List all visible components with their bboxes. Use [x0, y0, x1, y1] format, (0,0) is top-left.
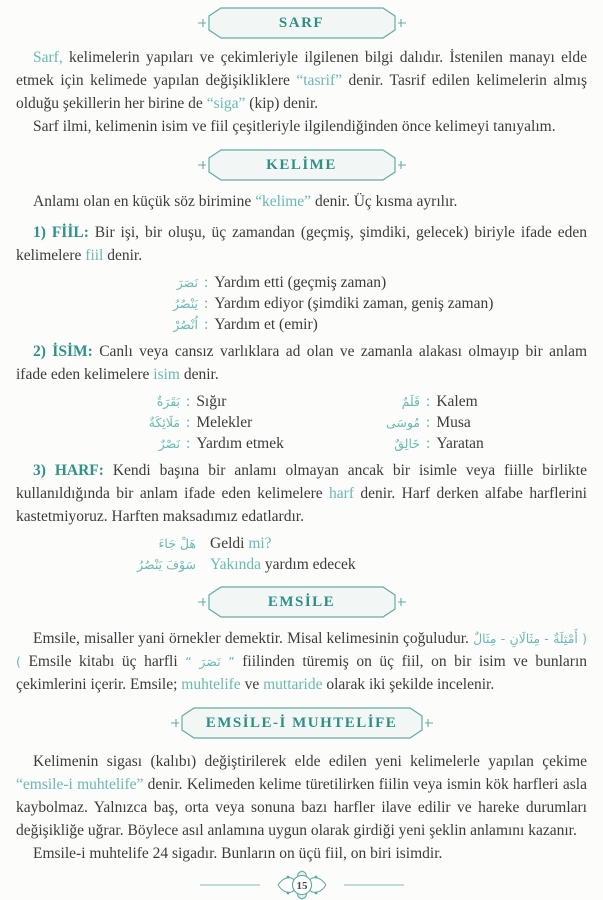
- section-header-emsile: [16, 585, 587, 619]
- text-segment: denir.: [179, 366, 219, 383]
- text-segment: denir. Tasrif edilen kelimelerin almış olduğu şekillerin her birine de: [16, 72, 587, 112]
- text-segment: denir. Kelimeden kelime türetilirken fiilin veya ismin kök harfleri asla kaybolmaz. Yalnızca baş, orta veya sonuna bazı harfler ilave edilir ve hareke durumları değişikliğe uğrar. Böylece asıl anlamına uygun olarak girdiği yeni şeklin anlamını kazanır.: [16, 776, 587, 839]
- turkish-meaning: Sığır: [196, 393, 227, 410]
- arabic-word: نَصَرَ: [176, 275, 198, 290]
- colon-separator: :: [186, 435, 191, 452]
- colon-separator: :: [426, 435, 431, 452]
- isim-paragraph: [16, 340, 587, 386]
- muhtelife-paragraph: [16, 750, 587, 842]
- arabic-phrase: سَوْفَ يَنْصُرُ: [137, 557, 196, 572]
- arabic-word: بَقَرَةٌ: [156, 394, 180, 409]
- example-row: [134, 314, 587, 335]
- section-title: EMSİLE-İ MUHTELİFE: [205, 714, 398, 731]
- kelime-paragraph: [16, 190, 587, 213]
- arabic-word: يَنْصُرُ: [173, 296, 198, 311]
- turkish-meaning: Yardım et (emir): [214, 316, 318, 333]
- fiil-heading: 1) FİİL:: [33, 224, 89, 241]
- turkish-meaning: Yaratan: [436, 435, 484, 452]
- fiil-examples: [134, 272, 587, 335]
- harf-examples: [112, 533, 587, 575]
- isim-heading: 2) İSİM:: [33, 343, 93, 360]
- term-tasrif: “tasrif”: [296, 72, 342, 89]
- text-segment: kelimelerin yapıları ve çekimleriyle ilgilenen bilgi dalıdır. İstenilen manayı elde etmek için kelimede yapılan değişikliklere: [16, 49, 587, 89]
- text-segment: Bir işi, bir oluşu, üç zamandan (geçmiş, şimdiki, gelecek) biriyle ifade eden kelimelere: [16, 224, 587, 264]
- isim-examples-left: [116, 391, 356, 454]
- turkish-meaning: [210, 554, 356, 575]
- section-title: EMSİLE: [267, 593, 336, 610]
- section-header-emsile-muhtelife: [16, 706, 587, 740]
- page-number: 15: [296, 880, 307, 892]
- colon-separator: :: [204, 274, 209, 291]
- text-segment: olarak iki şekilde incelenir.: [322, 676, 495, 693]
- text-segment: ve: [240, 676, 264, 693]
- arabic-word-nasara: “ نَصَرَ ”: [185, 654, 235, 669]
- colon-separator: :: [426, 414, 431, 431]
- text-segment: Kendi başına bir anlamı olmayan ancak bir isimle veya fiille birlikte kullanıldığında bir anlam ifade eden kelimelere: [16, 462, 587, 502]
- example-row: [112, 554, 587, 575]
- colon-separator: :: [186, 393, 191, 410]
- colon-separator: :: [204, 316, 209, 333]
- term-kelime: “kelime”: [255, 193, 312, 210]
- fiil-paragraph: [16, 221, 587, 267]
- text-segment: (kip) denir.: [245, 95, 319, 112]
- text-segment: Geldi: [210, 535, 249, 552]
- term-fiil: fiil: [85, 247, 104, 264]
- term-harf: harf: [329, 485, 354, 502]
- section-badge: [197, 148, 407, 182]
- text-segment: Kelimenin sigası (kalıbı) değiştirilerek elde edilen yeni kelimelerle yapılan çekime: [33, 753, 587, 770]
- turkish-meaning: Yardım etti (geçmiş zaman): [214, 274, 387, 291]
- text-segment: denir. Harf derken alfabe harflerini kastetmiyoruz. Harften maksadımız edatlardır.: [16, 485, 587, 525]
- text-segment: Canlı veya cansız varlıklara ad olan ve zamanla alakası olmayıp bir anlam ifade eden kelimelere: [16, 343, 588, 383]
- arabic-word: مَلَائِكَةٌ: [148, 415, 180, 430]
- text-segment: yardım edecek: [260, 556, 356, 573]
- section-title: SARF: [278, 14, 325, 31]
- colon-separator: :: [186, 414, 191, 431]
- arabic-word: خَالِقٌ: [394, 436, 420, 451]
- section-badge: [197, 6, 407, 40]
- term-siga: “siga”: [206, 95, 246, 112]
- term-muttaride: muttaride: [263, 676, 323, 693]
- arabic-word: نَصْرٌ: [158, 436, 180, 451]
- example-row: [356, 433, 571, 454]
- example-row: [134, 272, 587, 293]
- turkish-meaning: Yardım ediyor (şimdiki zaman, geniş zaman): [214, 295, 494, 312]
- harf-heading: 3) HARF:: [33, 462, 104, 479]
- section-header-sarf: [16, 6, 587, 40]
- example-row: [134, 293, 587, 314]
- isim-examples: [116, 391, 587, 454]
- term-isim: isim: [153, 366, 180, 383]
- term-muhtelife: muhtelife: [181, 676, 241, 693]
- turkish-meaning: [210, 533, 272, 554]
- term-sarf: Sarf,: [33, 49, 63, 66]
- highlight-word: mi?: [248, 535, 272, 552]
- text-segment: fiilinden türemiş on üç fiil, on bir isim ve bunların çekimlerini içerir. Emsile;: [16, 653, 588, 693]
- emsile-paragraph: [16, 627, 587, 696]
- muhtelife-paragraph-2: Emsile-i muhtelife 24 sigadır. Bunların on üçü fiil, on biri isimdir.: [33, 845, 443, 862]
- intro-paragraph-2: Sarf ilmi, kelimenin isim ve fiil çeşitleriyle ilgilendiğinden önce kelimeyi tanıyalım.: [33, 118, 556, 135]
- page-footer: [16, 869, 587, 900]
- turkish-meaning: Kalem: [436, 393, 478, 410]
- section-badge: [197, 585, 407, 619]
- harf-paragraph: [16, 459, 587, 528]
- text-segment: denir.: [103, 247, 143, 264]
- arabic-plural-forms: ( أَمْثِلَةٌ - مِثَالَانِ - مِثَالٌ ): [16, 631, 587, 669]
- example-row: [356, 391, 571, 412]
- arabic-phrase: هَلْ جَاءَ: [158, 536, 196, 551]
- arabic-word: مُوسَى: [385, 415, 420, 430]
- arabic-word: اُنْصُرْ: [173, 317, 198, 332]
- turkish-meaning: Yardım etmek: [196, 435, 284, 452]
- term-emsile-i-muhtelife: “emsile-i muhtelife”: [16, 776, 144, 793]
- footer-ornament-icon: [192, 869, 412, 900]
- text-segment: denir. Üç kısma ayrılır.: [311, 193, 458, 210]
- intro-paragraph: [16, 46, 587, 115]
- example-row: [356, 412, 571, 433]
- arabic-word: قَلَمٌ: [401, 394, 420, 409]
- section-header-kelime: [16, 148, 587, 182]
- text-segment: Emsile, misaller yani örnekler demektir. Misal kelimesinin çoğuludur.: [33, 630, 474, 647]
- section-title: KELİME: [266, 156, 337, 173]
- example-row: [112, 533, 587, 554]
- section-badge: [170, 706, 434, 740]
- example-row: [116, 412, 356, 433]
- text-segment: Emsile kitabı üç harfli: [20, 653, 186, 670]
- example-row: [116, 433, 356, 454]
- text-segment: Anlamı olan en küçük söz birimine: [33, 193, 256, 210]
- colon-separator: :: [204, 295, 209, 312]
- turkish-meaning: Musa: [436, 414, 471, 431]
- highlight-word: Yakında: [210, 556, 261, 573]
- isim-examples-right: [356, 391, 571, 454]
- example-row: [116, 391, 356, 412]
- turkish-meaning: Melekler: [196, 414, 253, 431]
- colon-separator: :: [426, 393, 431, 410]
